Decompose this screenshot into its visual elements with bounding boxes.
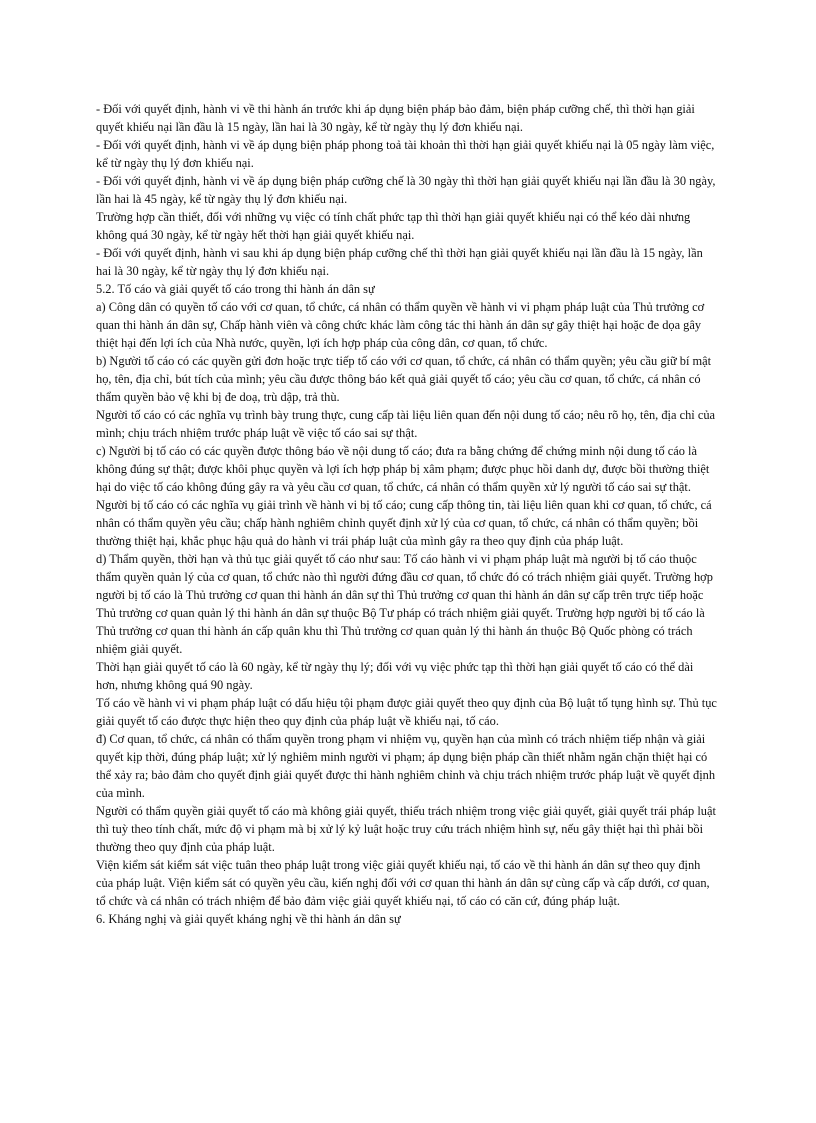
paragraph-procuracy: Viện kiểm sát kiểm sát việc tuân theo pháp luật trong việc giải quyết khiếu nại, tố cáo về thi hành án dân sự theo quy định của pháp luật. Viện kiểm sát có quyền yêu cầu, kiến nghị đối với cơ quan thi hành án dân sự cùng cấp và cấp dưới, cơ quan, tổ chức và cá nhân có trách nhiệm để bảo đảm việc giải quyết khiếu nại, tố cáo có căn cứ, đúng pháp luật. — [96, 858, 710, 908]
paragraph-complaint-before-measures: - Đối với quyết định, hành vi về thi hành án trước khi áp dụng biện pháp bảo đảm, biện pháp cưỡng chế, thì thời hạn giải quyết khiếu nại lần đầu là 15 ngày, lần hai là 30 ngày, kể từ ngày thụ lý đơn khiếu nại. — [96, 102, 695, 134]
section-heading-6: 6. Kháng nghị và giải quyết kháng nghị về thi hành án dân sự — [96, 912, 401, 926]
document-body — [96, 100, 718, 928]
paragraph-a-right-to-denounce: a) Công dân có quyền tố cáo với cơ quan, tổ chức, cá nhân có thẩm quyền về hành vi vi phạm pháp luật của Thủ trưởng cơ quan thi hành án dân sự, Chấp hành viên và công chức khác làm công tác thi hành án dân sự gây thiệt hại hoặc đe dọa gây thiệt hại đến lợi ích của Nhà nước, quyền, lợi ích hợp pháp của công dân, cơ quan, tổ chức. — [96, 300, 705, 350]
paragraph-complaint-extension: Trường hợp cần thiết, đối với những vụ việc có tính chất phức tạp thì thời hạn giải quyết khiếu nại có thể kéo dài nhưng không quá 30 ngày, kể từ ngày hết thời hạn giải quyết khiếu nại. — [96, 210, 691, 242]
paragraph-dd-responsibility: đ) Cơ quan, tổ chức, cá nhân có thẩm quyền trong phạm vi nhiệm vụ, quyền hạn của mình có trách nhiệm tiếp nhận và giải quyết kịp thời, đúng pháp luật; xử lý nghiêm minh người vi phạm; áp dụng biện pháp cần thiết nhằm ngăn chặn thiệt hại có thể xảy ra; bảo đảm cho quyết định giải quyết được thi hành nghiêm chỉnh và chịu trách nhiệm trước pháp luật về quyết định của mình. — [96, 732, 716, 800]
paragraph-criminal-signs: Tố cáo về hành vi vi phạm pháp luật có dấu hiệu tội phạm được giải quyết theo quy định của Bộ luật tố tụng hình sự. Thủ tục giải quyết tố cáo được thực hiện theo quy định của pháp luật về khiếu nại, tố cáo. — [96, 696, 717, 728]
paragraph-denouncer-obligations: Người tố cáo có các nghĩa vụ trình bày trung thực, cung cấp tài liệu liên quan đến nội dung tố cáo; nêu rõ họ, tên, địa chỉ của mình; chịu trách nhiệm trước pháp luật về việc tố cáo sai sự thật. — [96, 408, 716, 440]
paragraph-c-denounced-rights: c) Người bị tố cáo có các quyền được thông báo về nội dung tố cáo; đưa ra bằng chứng để chứng minh nội dung tố cáo là không đúng sự thật; được khôi phục quyền và lợi ích hợp pháp bị xâm phạm; được phục hồi danh dự, được bồi thường thiệt hại do việc tố cáo không đúng gây ra và yêu cầu cơ quan, tổ chức, cá nhân có thẩm quyền xử lý người tố cáo sai sự thật. — [96, 444, 710, 494]
paragraph-failure-to-resolve: Người có thẩm quyền giải quyết tố cáo mà không giải quyết, thiếu trách nhiệm trong việc giải quyết, giải quyết trái pháp luật thì tuỳ theo tính chất, mức độ vi phạm mà bị xử lý kỷ luật hoặc truy cứu trách nhiệm hình sự, nếu gây thiệt hại thì phải bồi thường theo quy định của pháp luật. — [96, 804, 716, 854]
paragraph-time-limit: Thời hạn giải quyết tố cáo là 60 ngày, kể từ ngày thụ lý; đối với vụ việc phức tạp thì thời hạn giải quyết tố cáo có thể dài hơn, nhưng không quá 90 ngày. — [96, 660, 694, 692]
paragraph-complaint-coercion: - Đối với quyết định, hành vi về áp dụng biện pháp cưỡng chế là 30 ngày thì thời hạn giải quyết khiếu nại lần đầu là 30 ngày, lần hai là 45 ngày, kể từ ngày thụ lý đơn khiếu nại. — [96, 174, 716, 206]
paragraph-complaint-account-freeze: - Đối với quyết định, hành vi về áp dụng biện pháp phong toả tài khoản thì thời hạn giải quyết khiếu nại là 05 ngày làm việc, kể từ ngày thụ lý đơn khiếu nại. — [96, 138, 715, 170]
paragraph-denounced-obligations: Người bị tố cáo có các nghĩa vụ giải trình về hành vi bị tố cáo; cung cấp thông tin, tài liệu liên quan khi cơ quan, tổ chức, cá nhân có thẩm quyền yêu cầu; chấp hành nghiêm chỉnh quyết định xử lý của cơ quan, tổ chức, cá nhân có thẩm quyền; bồi thường thiệt hại, khắc phục hậu quả do hành vi trái pháp luật của mình gây ra theo quy định của pháp luật. — [96, 498, 712, 548]
paragraph-complaint-after-coercion: - Đối với quyết định, hành vi sau khi áp dụng biện pháp cưỡng chế thì thời hạn giải quyết khiếu nại lần đầu là 15 ngày, lần hai là 30 ngày, kể từ ngày thụ lý đơn khiếu nại. — [96, 246, 703, 278]
paragraph-d-competence: d) Thẩm quyền, thời hạn và thủ tục giải quyết tố cáo như sau: Tố cáo hành vi vi phạm pháp luật mà người bị tố cáo thuộc thẩm quyền quản lý của cơ quan, tổ chức nào thì người đứng đầu cơ quan, tổ chức đó có trách nhiệm giải quyết. Trường hợp người bị tố cáo là Thủ trưởng cơ quan thi hành án dân sự thì Thủ trưởng cơ quan thi hành án dân sự cấp trên trực tiếp hoặc Thủ trưởng cơ quan quản lý thi hành án dân sự thuộc Bộ Tư pháp có trách nhiệm giải quyết. Trường hợp người bị tố cáo là Thủ trưởng cơ quan thi hành án cấp quân khu thì Thủ trưởng cơ quan quản lý thi hành án thuộc Bộ Quốc phòng có trách nhiệm giải quyết. — [96, 552, 713, 656]
paragraph-b-denouncer-rights: b) Người tố cáo có các quyền gửi đơn hoặc trực tiếp tố cáo với cơ quan, tổ chức, cá nhân có thẩm quyền; yêu cầu giữ bí mật họ, tên, địa chỉ, bút tích của mình; yêu cầu được thông báo kết quả giải quyết tố cáo; yêu cầu cơ quan, tổ chức, cá nhân có thẩm quyền bảo vệ khi bị đe doạ, trù dập, trả thù. — [96, 354, 712, 404]
section-heading-5-2: 5.2. Tố cáo và giải quyết tố cáo trong thi hành án dân sự — [96, 282, 375, 296]
